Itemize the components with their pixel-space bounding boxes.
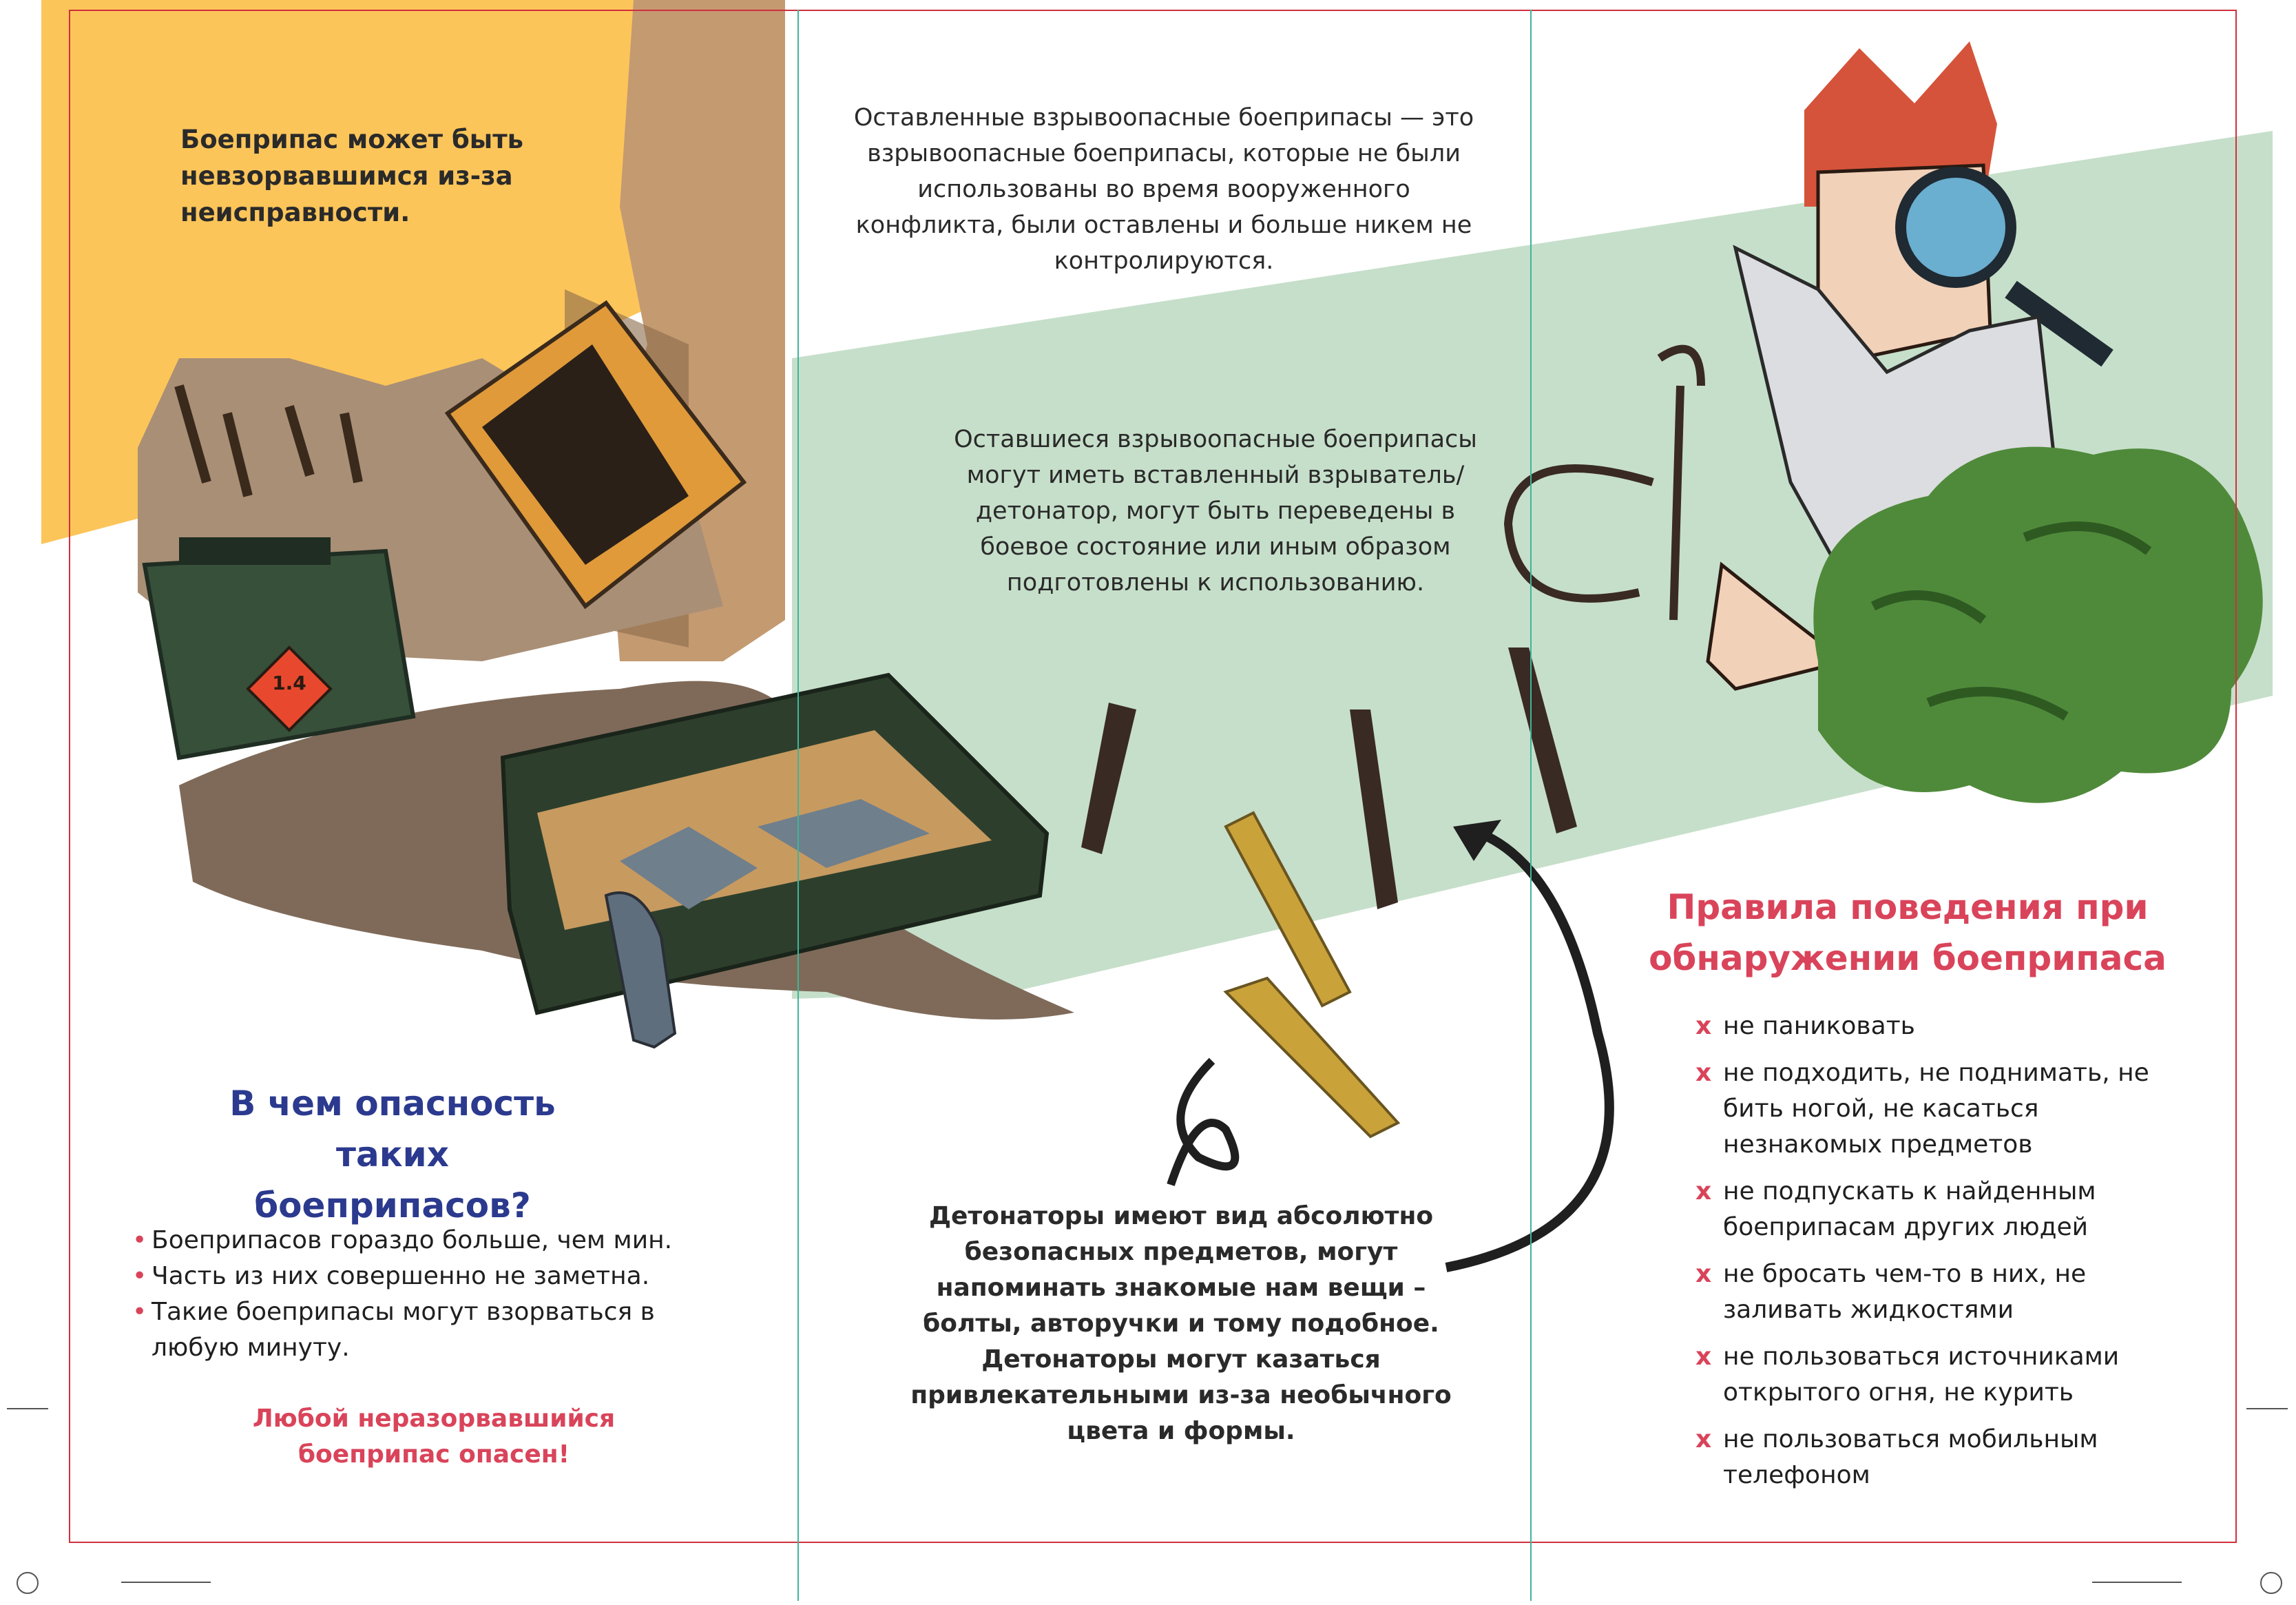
bullet-item: • Боеприпасов гораздо больше, чем мин. (132, 1223, 752, 1259)
crop-mark-right (2246, 1408, 2288, 1409)
danger-title: В чем опасность таких боеприпасов? (229, 1084, 556, 1225)
crop-mark-bottom-right (2092, 1582, 2182, 1583)
rule-item: x не бросать чем-то в них, не заливать жидкостями (1695, 1256, 2178, 1328)
definition-text: Оставленные взрывоопасные боеприпасы — это взрывоопасные боеприпасы, которые не были использованы во время вооруженного конфликта, были оставлены и больше никем не контролируются. (853, 104, 1474, 275)
bullet-dot-icon: • (132, 1226, 147, 1254)
crop-mark-left (7, 1408, 48, 1409)
rule-item: x не паниковать (1695, 1008, 2178, 1044)
cross-icon: x (1695, 1059, 1712, 1087)
registration-mark-left (17, 1572, 39, 1594)
bullet-dot-icon: • (132, 1262, 147, 1290)
cross-icon: x (1695, 1425, 1712, 1453)
bullet-item: • Часть из них совершенно не заметна. (132, 1259, 752, 1294)
cross-icon: x (1695, 1012, 1712, 1040)
rules-list (1695, 1008, 2178, 1504)
left-callout: Боеприпас может быть невзорвавшимся из-за неисправности. (180, 125, 524, 227)
crop-mark-bottom-left (121, 1582, 211, 1583)
fold-line-2 (1530, 10, 1532, 1601)
remnants-note: Оставшиеся взрывоопасные боеприпасы могут иметь вставленный взрыватель/детонатор, могут быть переведены в боевое состояние или иным образом подготовлены к использованию. (954, 426, 1477, 597)
hazard-label: 1.4 (272, 672, 306, 694)
bullet-item: • Такие боеприпасы могут взорваться в любую минуту. (132, 1294, 752, 1366)
bullet-dot-icon: • (132, 1298, 147, 1326)
danger-bullets (132, 1223, 752, 1366)
cross-icon: x (1695, 1260, 1712, 1288)
rule-item: x не пользоваться источниками открытого огня, не курить (1695, 1339, 2178, 1411)
cross-icon: x (1695, 1177, 1712, 1205)
rule-item: x не пользоваться мобильным телефоном (1695, 1422, 2178, 1493)
cross-icon: x (1695, 1343, 1712, 1371)
warning-text: Любой неразорвавшийся боеприпас опасен! (252, 1405, 616, 1469)
detonators-note: Детонаторы имеют вид абсолютно безопасных предметов, могут напоминать знакомые нам вещи – болты, авторучки и тому подобное. Детонаторы могут казаться привлекательными из-за необычного цвета и формы. (910, 1202, 1452, 1445)
rule-item: x не подпускать к найденным боеприпасам других людей (1695, 1174, 2178, 1245)
rules-title: Правила поведения при обнаружении боеприпаса (1649, 887, 2167, 978)
fold-line-1 (797, 10, 799, 1601)
rule-item: x не подходить, не поднимать, не бить ногой, не касаться незнакомых предметов (1695, 1055, 2178, 1163)
registration-mark-right (2260, 1572, 2282, 1594)
